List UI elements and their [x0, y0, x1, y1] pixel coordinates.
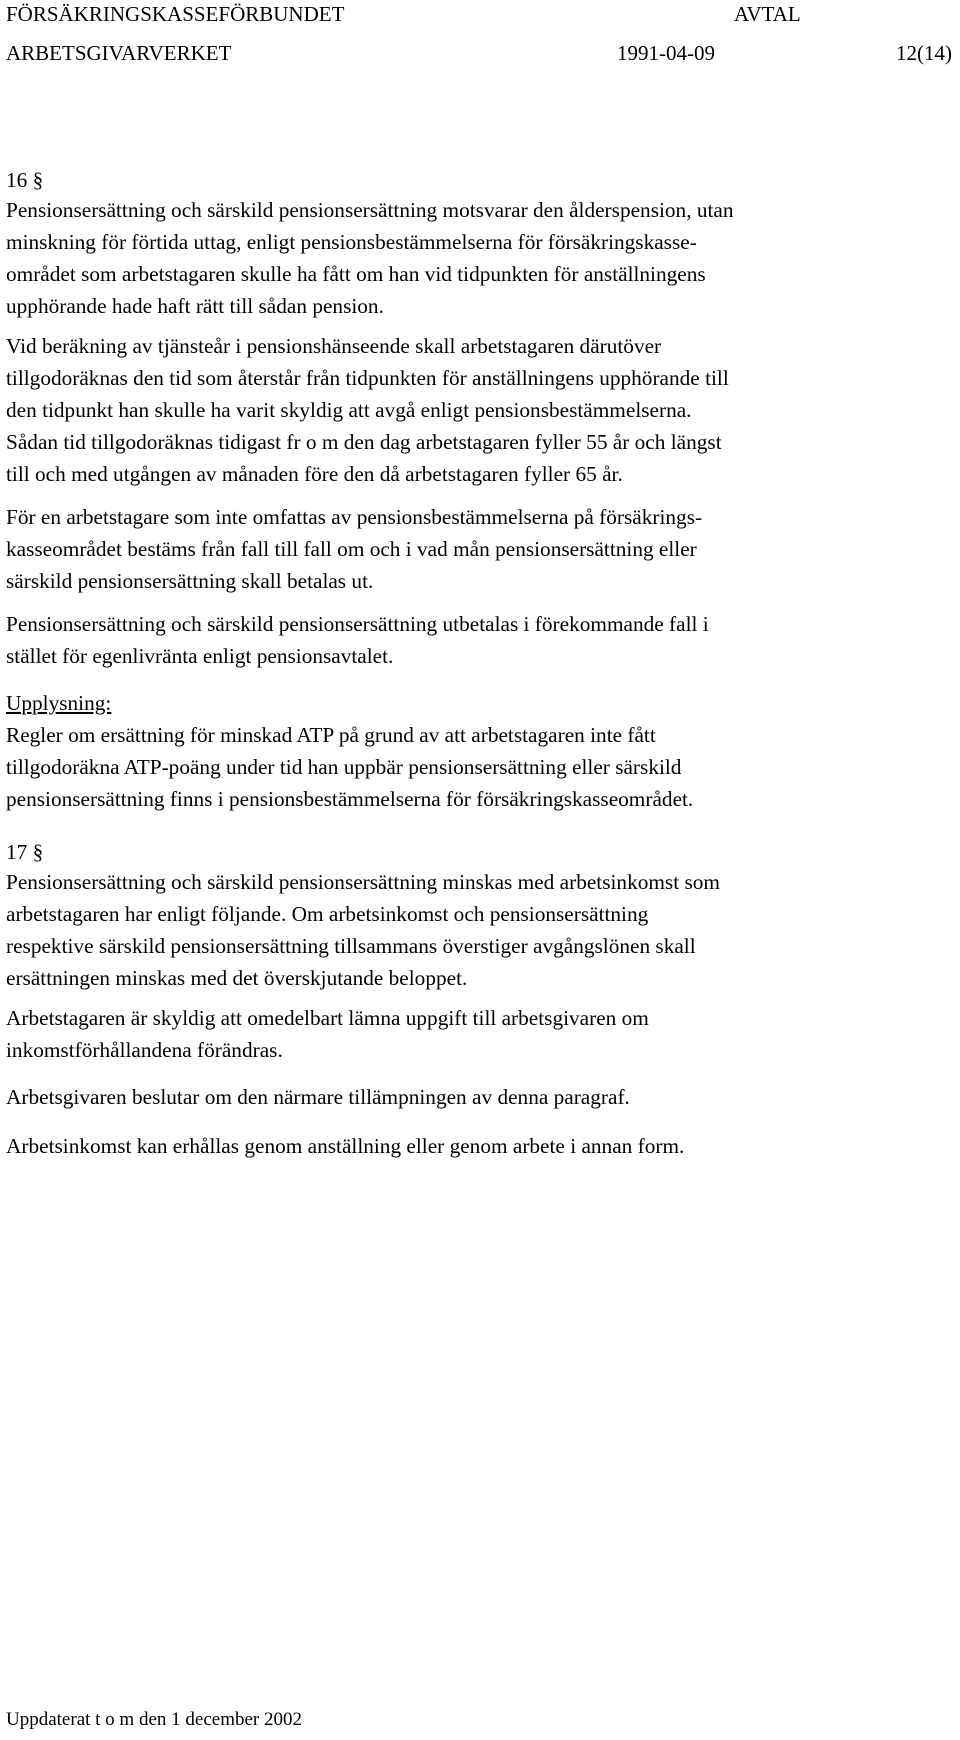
header-organization: FÖRSÄKRINGSKASSEFÖRBUNDET — [6, 2, 345, 26]
header-page-number: 12(14) — [896, 41, 952, 65]
text-line: Pensionsersättning och särskild pensionsersättning minskas med arbetsinkomst som — [6, 870, 720, 894]
section-16-number: 16 § — [6, 168, 44, 192]
text-line: arbetstagaren har enligt följande. Om arbetsinkomst och pensionsersättning — [6, 902, 649, 926]
section-17-paragraph-1 — [6, 866, 954, 994]
text-line: inkomstförhållandena förändras. — [6, 1038, 283, 1062]
section-16-paragraph-3 — [6, 501, 954, 597]
text-line: tillgodoräkna ATP-poäng under tid han uppbär pensionsersättning eller särskild — [6, 755, 682, 779]
section-17-paragraph-3 — [6, 1081, 954, 1113]
text-line: tillgodoräknas den tid som återstår från tidpunkten för anställningens upphörande till — [6, 366, 729, 390]
note-label: Upplysning: — [6, 691, 112, 715]
section-17-paragraph-4 — [6, 1130, 954, 1162]
text-line: Regler om ersättning för minskad ATP på grund av att arbetstagaren inte fått — [6, 723, 656, 747]
text-line: Arbetsgivaren beslutar om den närmare tillämpningen av denna paragraf. — [6, 1085, 630, 1109]
text-line: Pensionsersättning och särskild pensionsersättning utbetalas i förekommande fall i — [6, 612, 709, 636]
section-16-paragraph-4 — [6, 608, 954, 672]
text-line: kasseområdet bestäms från fall till fall om och i vad mån pensionsersättning eller — [6, 537, 697, 561]
text-line: Vid beräkning av tjänsteår i pensionshänseende skall arbetstagaren därutöver — [6, 334, 662, 358]
text-line: Sådan tid tillgodoräknas tidigast fr o m den dag arbetstagaren fyller 55 år och längst — [6, 430, 722, 454]
text-line: upphörande hade haft rätt till sådan pension. — [6, 294, 384, 318]
text-line: stället för egenlivränta enligt pensionsavtalet. — [6, 644, 394, 668]
text-line: respektive särskild pensionsersättning tillsammans överstiger avgångslönen skall — [6, 934, 696, 958]
section-16-note — [6, 687, 954, 815]
section-17-number: 17 § — [6, 840, 44, 864]
header-counterparty: ARBETSGIVARVERKET — [6, 41, 232, 65]
section-16-paragraph-2 — [6, 330, 954, 490]
text-line: till och med utgången av månaden före den då arbetstagaren fyller 65 år. — [6, 462, 623, 486]
text-line: Arbetsinkomst kan erhållas genom anställning eller genom arbete i annan form. — [6, 1134, 685, 1158]
text-line: minskning för förtida uttag, enligt pensionsbestämmelserna för försäkringskasse- — [6, 230, 697, 254]
text-line: särskild pensionsersättning skall betalas ut. — [6, 569, 374, 593]
section-17-paragraph-2 — [6, 1002, 954, 1066]
text-line: området som arbetstagaren skulle ha fått om han vid tidpunkten för anställningens — [6, 262, 706, 286]
text-line: den tidpunkt han skulle ha varit skyldig att avgå enligt pensionsbestämmelserna. — [6, 398, 692, 422]
text-line: Pensionsersättning och särskild pensionsersättning motsvarar den ålderspension, utan — [6, 198, 734, 222]
text-line: Arbetstagaren är skyldig att omedelbart lämna uppgift till arbetsgivaren om — [6, 1006, 649, 1030]
text-line: pensionsersättning finns i pensionsbestämmelserna för försäkringskasseområdet. — [6, 787, 694, 811]
header-document-type: AVTAL — [734, 2, 801, 26]
section-16-paragraph-1 — [6, 194, 954, 322]
text-line: ersättningen minskas med det överskjutande beloppet. — [6, 966, 468, 990]
footer-updated-note: Uppdaterat t o m den 1 december 2002 — [6, 1709, 302, 1730]
text-line: För en arbetstagare som inte omfattas av pensionsbestämmelserna på försäkrings- — [6, 505, 703, 529]
header-date: 1991-04-09 — [617, 41, 715, 65]
